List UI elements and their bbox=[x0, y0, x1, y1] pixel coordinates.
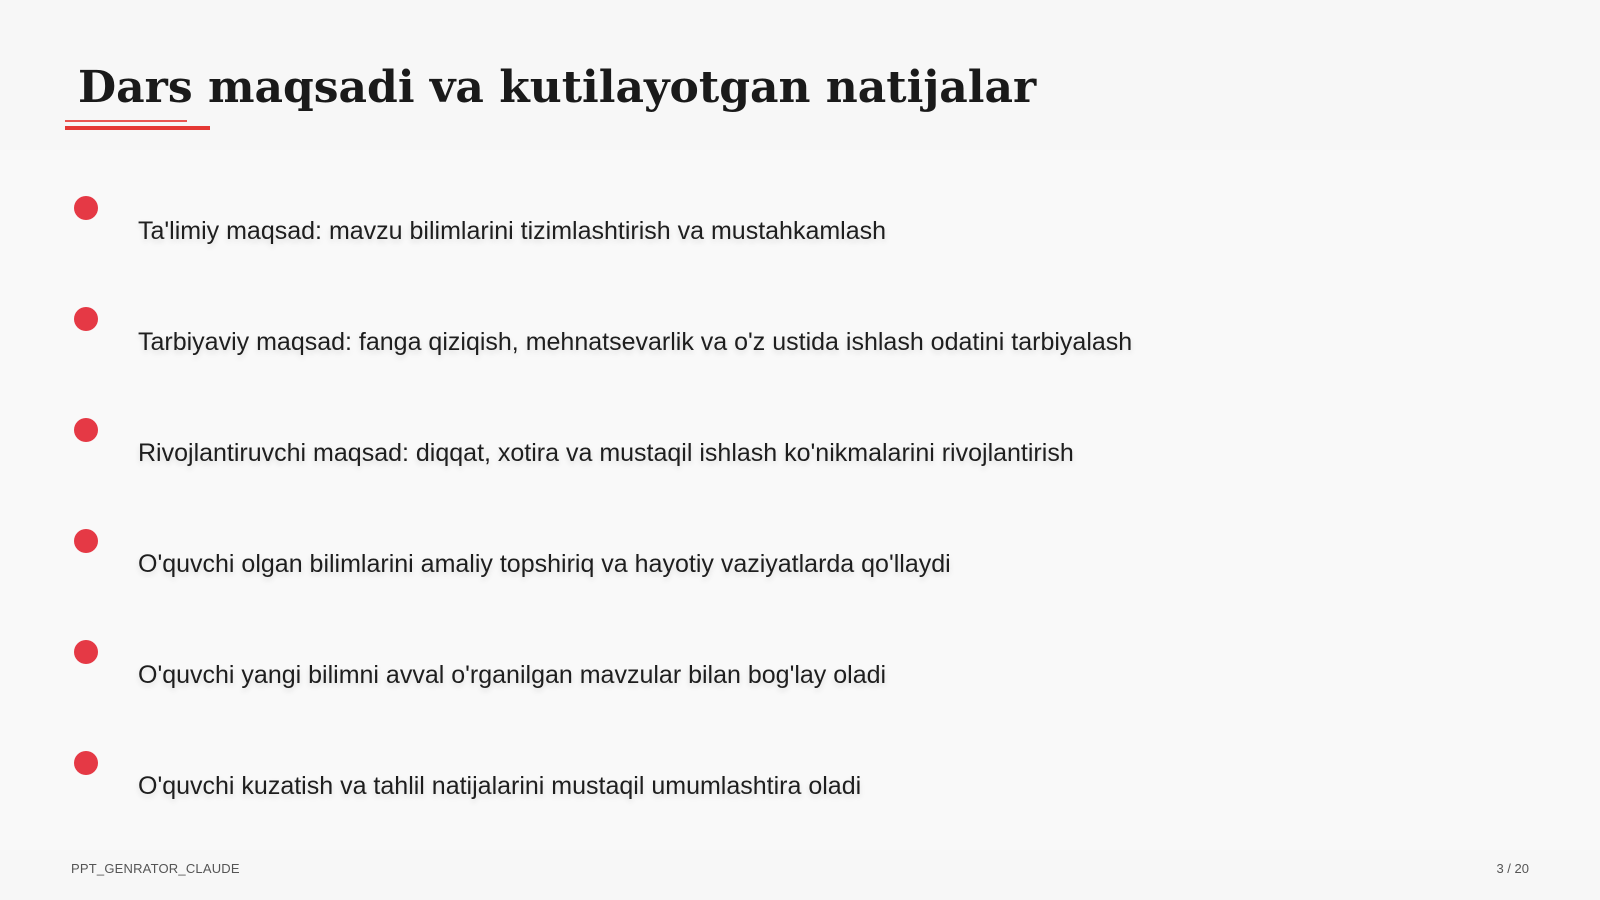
list-item bbox=[72, 640, 1522, 720]
list-item bbox=[72, 418, 1522, 498]
list-item bbox=[72, 751, 1522, 831]
bullet-text: Rivojlantiruvchi maqsad: diqqat, xotira va mustaqil ishlash ko'nikmalarini rivojlantirish bbox=[138, 439, 1074, 467]
bullet-text: O'quvchi olgan bilimlarini amaliy topshiriq va hayotiy vaziyatlarda qo'llaydi bbox=[138, 550, 951, 578]
list-item bbox=[72, 529, 1522, 609]
bullet-text: O'quvchi kuzatish va tahlil natijalarini mustaqil umumlashtira oladi bbox=[138, 772, 862, 800]
bullet-dot-icon bbox=[74, 529, 98, 553]
bullet-dot-icon bbox=[74, 418, 98, 442]
page-indicator: 3 / 20 bbox=[1496, 861, 1529, 876]
bullet-text: Ta'limiy maqsad: mavzu bilimlarini tizimlashtirish va mustahkamlash bbox=[138, 217, 887, 245]
bullet-text: Tarbiyaviy maqsad: fanga qiziqish, mehnatsevarlik va o'z ustida ishlash odatini tarbiyalash bbox=[138, 328, 1133, 356]
title-accent-line-thin bbox=[65, 120, 187, 122]
bullet-dot-icon bbox=[74, 640, 98, 664]
bullet-dot-icon bbox=[74, 751, 98, 775]
list-item bbox=[72, 196, 1522, 276]
list-item bbox=[72, 307, 1522, 387]
slide-title: Dars maqsadi va kutilayotgan natijalar bbox=[78, 62, 1037, 113]
bullet-text: O'quvchi yangi bilimni avval o'rganilgan mavzular bilan bog'lay oladi bbox=[138, 661, 887, 689]
bullet-dot-icon bbox=[74, 196, 98, 220]
footer-brand: PPT_GENRATOR_CLAUDE bbox=[71, 861, 240, 876]
bullet-dot-icon bbox=[74, 307, 98, 331]
title-accent-line bbox=[65, 126, 210, 130]
